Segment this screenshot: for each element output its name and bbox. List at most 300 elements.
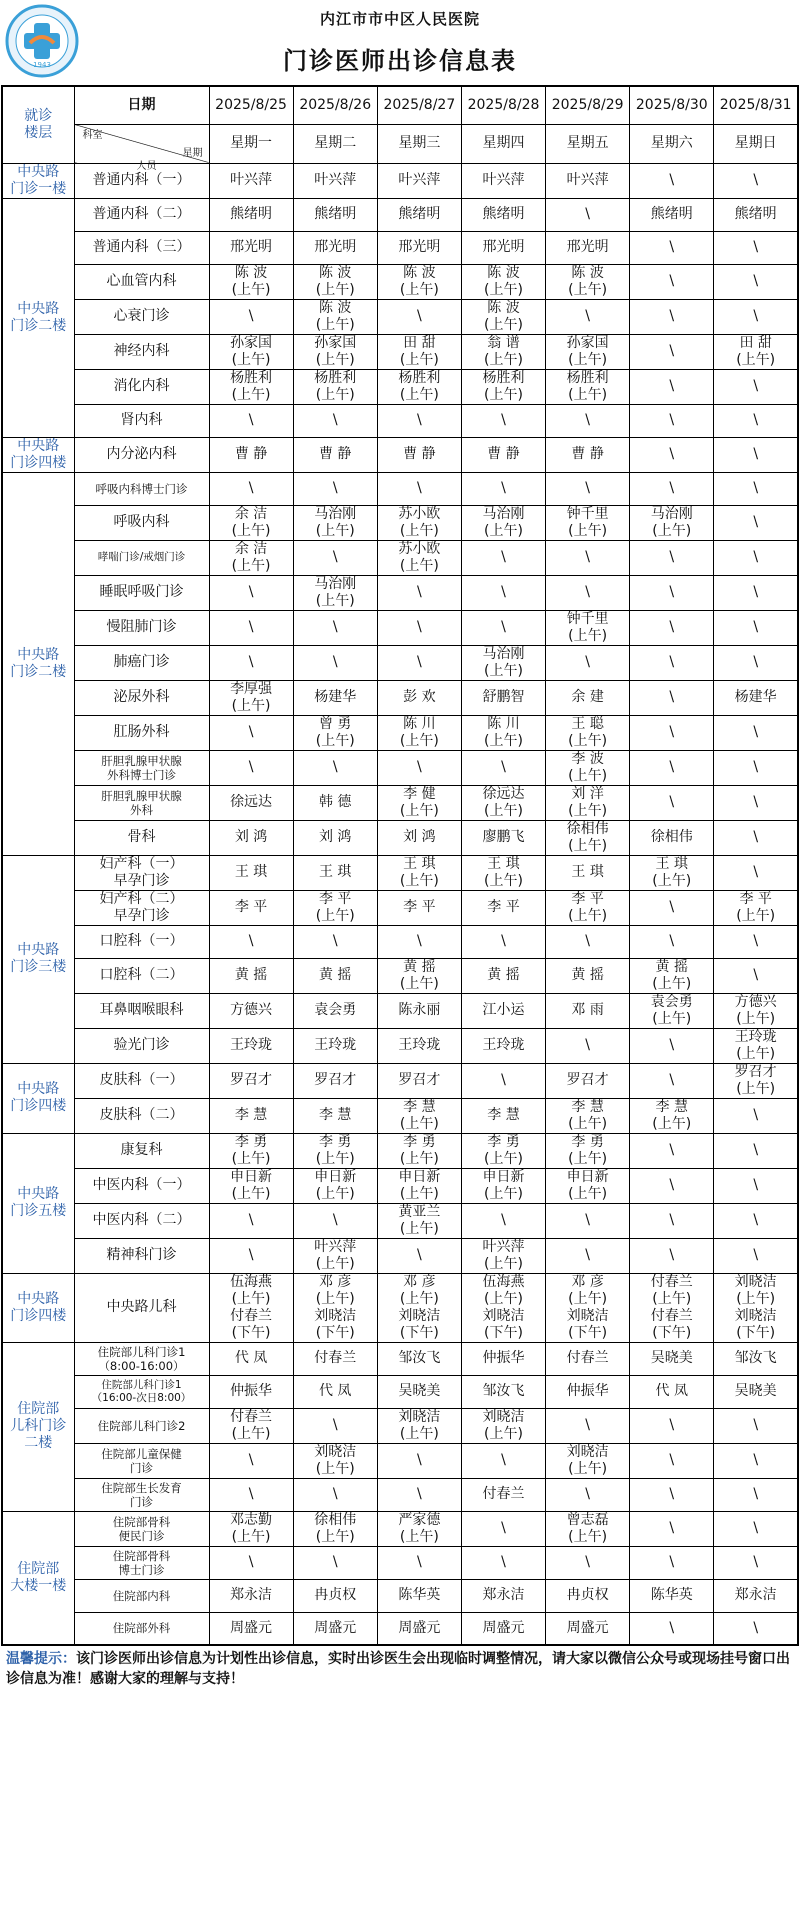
schedule-line: 付春兰 [650, 1307, 693, 1324]
schedule-value [630, 994, 713, 1028]
schedule-line: (上午) [315, 281, 355, 298]
dept-line: 哮喘门诊/戒烟门诊 [97, 551, 186, 563]
schedule-cell [546, 1408, 630, 1443]
schedule-value: \ [248, 654, 254, 670]
schedule-value [210, 541, 293, 575]
schedule-value: \ [416, 584, 422, 600]
table-row [2, 750, 798, 785]
dept-line: 妇产科（二） [99, 890, 184, 907]
schedule-cell [546, 993, 630, 1028]
schedule-cell [209, 1133, 293, 1168]
schedule-value [294, 1239, 377, 1273]
schedule-cell [546, 505, 630, 540]
schedule-line: 刘晓洁 [566, 1443, 609, 1460]
schedule-value: \ [753, 1247, 759, 1263]
schedule-value [378, 506, 461, 540]
schedule-cell [209, 1579, 293, 1612]
schedule-value: 曹 静 [571, 446, 604, 462]
schedule-cell [630, 1612, 714, 1645]
schedule-line: (上午) [736, 1290, 776, 1307]
schedule-line: (上午) [484, 1425, 523, 1442]
schedule-line: 刘晓洁 [314, 1443, 357, 1460]
dept-cell [74, 1408, 209, 1443]
schedule-cell [546, 750, 630, 785]
schedule-value: \ [753, 654, 759, 670]
schedule-cell [461, 369, 545, 404]
schedule-value [378, 1409, 461, 1443]
schedule-cell [377, 890, 461, 925]
schedule-cell [461, 890, 545, 925]
schedule-cell [209, 1612, 293, 1645]
schedule-cell [461, 1168, 545, 1203]
dept-line: 普通内科（一） [92, 172, 191, 188]
dept-cell [74, 1203, 209, 1238]
dept-line: 肛肠外科 [113, 724, 170, 740]
schedule-value: 曹 静 [487, 446, 520, 462]
schedule-value: \ [332, 549, 338, 565]
dept-cell [74, 1028, 209, 1063]
schedule-value: 陈华英 [398, 1587, 441, 1603]
schedule-line: 李 勇 [487, 1133, 520, 1150]
schedule-cell [546, 1612, 630, 1645]
schedule-value: 邢光明 [314, 239, 357, 255]
schedule-value: 吴晓美 [398, 1383, 441, 1399]
schedule-cell [461, 610, 545, 645]
schedule-value: 邢光明 [566, 239, 609, 255]
schedule-value: 李 慧 [318, 1107, 352, 1123]
schedule-cell [209, 1478, 293, 1511]
schedule-line: 刘晓洁 [566, 1307, 609, 1324]
schedule-cell [377, 715, 461, 750]
schedule-cell [546, 1443, 630, 1478]
dept-cell [74, 1063, 209, 1098]
schedule-value: 熊绪明 [482, 206, 525, 222]
schedule-value: \ [669, 619, 675, 635]
dept-line: 精神科门诊 [106, 1247, 177, 1263]
dept-line: 住院部儿科门诊1 [101, 1378, 182, 1391]
schedule-value: \ [585, 1212, 590, 1228]
table-row [2, 1579, 798, 1612]
floor-line: 门诊五楼 [10, 1203, 67, 1219]
schedule-cell [461, 855, 545, 890]
schedule-value: \ [332, 1212, 338, 1228]
dept-line: 外科 [130, 802, 153, 817]
schedule-value: \ [332, 1486, 338, 1502]
schedule-value: 仲振华 [482, 1350, 525, 1366]
schedule-line: 李 平 [739, 890, 772, 907]
schedule-value: 邹汝飞 [734, 1350, 777, 1366]
schedule-value [714, 891, 797, 925]
schedule-cell [377, 855, 461, 890]
schedule-value: \ [753, 1177, 759, 1193]
schedule-line: (上午) [399, 1290, 439, 1307]
schedule-value: 彭 欢 [403, 689, 436, 705]
schedule-cell [714, 1408, 798, 1443]
schedule-value: \ [669, 654, 675, 670]
schedule-value: \ [753, 239, 759, 255]
schedule-value: 邹汝飞 [482, 1383, 525, 1399]
schedule-cell [293, 231, 377, 264]
floor-line: 门诊三楼 [10, 959, 67, 975]
schedule-value [210, 265, 293, 299]
schedule-value: \ [248, 412, 254, 428]
dept-line: 中央路儿科 [106, 1299, 177, 1315]
schedule-cell [546, 264, 630, 299]
schedule-value [546, 1169, 629, 1203]
schedule-line: 杨胜利 [566, 369, 609, 386]
schedule-line: (上午) [399, 1220, 439, 1237]
dept-cell [74, 1443, 209, 1478]
schedule-cell [293, 299, 377, 334]
schedule-cell [714, 1098, 798, 1133]
schedule-cell [630, 299, 714, 334]
schedule-value: \ [669, 724, 675, 740]
dept-line: 验光门诊 [113, 1037, 170, 1053]
schedule-value: \ [669, 794, 675, 810]
schedule-value: 刘 鸿 [318, 829, 352, 845]
schedule-line: (下午) [736, 1324, 776, 1341]
date-0: 2025/8/25 [209, 86, 293, 124]
schedule-value: \ [501, 584, 506, 600]
schedule-value: 徐远达 [230, 794, 273, 810]
schedule-cell [377, 1478, 461, 1511]
schedule-line: (上午) [399, 872, 439, 889]
schedule-cell [293, 1443, 377, 1478]
schedule-value [378, 786, 461, 820]
schedule-line: (上午) [399, 386, 439, 403]
schedule-value: \ [753, 378, 759, 394]
schedule-value: 叶兴萍 [230, 172, 273, 188]
schedule-cell [293, 437, 377, 472]
schedule-value [546, 370, 629, 404]
dept-line: 早孕门诊 [113, 872, 170, 889]
schedule-value: 李 慧 [487, 1107, 520, 1123]
schedule-value: \ [753, 864, 759, 880]
diagonal-header [74, 124, 209, 172]
schedule-value: 曹 静 [234, 446, 268, 462]
schedule-value: 杨建华 [734, 689, 777, 705]
weekday-1: 星期二 [293, 124, 377, 163]
schedule-value [378, 1274, 461, 1342]
schedule-cell [546, 785, 630, 820]
schedule-cell [461, 299, 545, 334]
table-row [2, 680, 798, 715]
schedule-line: (上午) [652, 872, 692, 889]
schedule-cell [461, 1273, 545, 1342]
schedule-line: (上午) [315, 522, 355, 539]
schedule-line: 苏小欧 [398, 540, 441, 557]
dept-line: 住院部儿科门诊2 [97, 1418, 186, 1433]
schedule-value [546, 751, 629, 785]
schedule-value: \ [248, 308, 254, 324]
schedule-cell [377, 231, 461, 264]
dept-cell [74, 1098, 209, 1133]
schedule-cell [714, 540, 798, 575]
schedule-cell [714, 1511, 798, 1546]
floor-cell [2, 1133, 74, 1273]
schedule-cell [293, 925, 377, 958]
weekday-2: 星期三 [377, 124, 461, 163]
schedule-line: 李 勇 [403, 1133, 436, 1150]
schedule-cell [630, 404, 714, 437]
schedule-value: \ [669, 343, 675, 359]
schedule-cell [546, 1546, 630, 1579]
schedule-value: \ [669, 1177, 675, 1193]
schedule-value [378, 541, 461, 575]
schedule-cell [714, 1612, 798, 1645]
schedule-value: \ [753, 1452, 759, 1468]
schedule-value: \ [669, 933, 675, 949]
schedule-line: 黄亚兰 [398, 1203, 441, 1220]
schedule-cell [630, 575, 714, 610]
schedule-cell [630, 1238, 714, 1273]
schedule-cell [209, 334, 293, 369]
schedule-cell [630, 1203, 714, 1238]
schedule-value: \ [753, 412, 759, 428]
schedule-cell [630, 645, 714, 680]
schedule-line: 徐远达 [482, 785, 525, 802]
schedule-line: 马治刚 [482, 505, 525, 522]
schedule-value: \ [501, 1452, 506, 1468]
schedule-value: \ [669, 1212, 675, 1228]
schedule-cell [630, 231, 714, 264]
schedule-value: 付春兰 [482, 1486, 525, 1502]
schedule-line: 王 琪 [655, 855, 688, 872]
schedule-cell [461, 1478, 545, 1511]
schedule-cell [293, 1028, 377, 1063]
schedule-line: 付春兰 [230, 1307, 273, 1324]
dept-line: 住院部骨科 [112, 1548, 171, 1563]
schedule-line: 李 勇 [318, 1133, 352, 1150]
schedule-line: 孙家国 [314, 334, 357, 351]
schedule-cell [209, 645, 293, 680]
schedule-value [294, 1169, 377, 1203]
schedule-value: 吴晓美 [650, 1350, 693, 1366]
dept-line: 中医内科（二） [92, 1212, 191, 1228]
schedule-line: (上午) [399, 1150, 439, 1167]
schedule-cell [714, 1063, 798, 1098]
schedule-line: (上午) [231, 522, 271, 539]
schedule-value: \ [501, 1520, 506, 1536]
schedule-cell [630, 472, 714, 505]
page-title: 门诊医师出诊信息表 [283, 47, 517, 75]
schedule-cell [546, 1579, 630, 1612]
schedule-cell [209, 890, 293, 925]
schedule-value [462, 265, 545, 299]
table-row [2, 993, 798, 1028]
weekday-4: 星期五 [546, 124, 630, 163]
schedule-value: \ [332, 1554, 338, 1570]
schedule-cell [714, 925, 798, 958]
schedule-value [462, 1169, 545, 1203]
schedule-cell [630, 890, 714, 925]
date-4: 2025/8/29 [546, 86, 630, 124]
schedule-value: \ [753, 1520, 759, 1536]
schedule-line: 邓 彦 [571, 1273, 604, 1290]
dept-line: 住院部内科 [112, 1588, 171, 1603]
schedule-cell [546, 1098, 630, 1133]
schedule-cell [714, 472, 798, 505]
schedule-cell [377, 1612, 461, 1645]
staff-label: 人员 [136, 160, 157, 172]
schedule-value: \ [332, 759, 338, 775]
schedule-line: (上午) [231, 1290, 271, 1307]
table-row [2, 785, 798, 820]
schedule-line: (下午) [315, 1324, 355, 1341]
schedule-value: \ [248, 1486, 254, 1502]
schedule-line: (上午) [736, 907, 776, 924]
schedule-line: (上午) [315, 351, 355, 368]
dept-cell [74, 1133, 209, 1168]
schedule-cell [209, 163, 293, 198]
floor-line: 儿科门诊 [10, 1418, 67, 1434]
schedule-value: \ [669, 759, 675, 775]
schedule-cell [461, 1133, 545, 1168]
schedule-line: 邓 彦 [318, 1273, 352, 1290]
floor-line: 二楼 [24, 1435, 53, 1451]
schedule-line: 李 健 [403, 785, 436, 802]
schedule-value [462, 1274, 545, 1342]
schedule-cell [293, 820, 377, 855]
schedule-cell [546, 369, 630, 404]
dept-cell [74, 1342, 209, 1375]
schedule-cell [293, 1133, 377, 1168]
schedule-value: 王玲珑 [398, 1037, 441, 1053]
schedule-cell [377, 645, 461, 680]
schedule-line: 袁会勇 [650, 993, 693, 1010]
schedule-line: 申日新 [482, 1168, 525, 1185]
schedule-cell [377, 993, 461, 1028]
schedule-cell [630, 334, 714, 369]
table-row [2, 1098, 798, 1133]
schedule-value: \ [501, 480, 506, 496]
schedule-cell [461, 198, 545, 231]
schedule-value: 邹汝飞 [398, 1350, 441, 1366]
dept-cell [74, 993, 209, 1028]
schedule-value: \ [669, 412, 675, 428]
schedule-cell [461, 750, 545, 785]
schedule-line: 陈 川 [403, 715, 436, 732]
schedule-value: 陈永丽 [398, 1002, 441, 1018]
schedule-value: \ [501, 549, 506, 565]
schedule-value [546, 265, 629, 299]
schedule-value: 周盛元 [398, 1619, 441, 1636]
schedule-value: \ [669, 172, 675, 188]
schedule-cell [714, 404, 798, 437]
schedule-value [378, 1099, 461, 1133]
schedule-value [378, 716, 461, 750]
schedule-value [462, 716, 545, 750]
schedule-cell [714, 890, 798, 925]
schedule-value: \ [669, 584, 675, 600]
schedule-value [294, 1274, 377, 1342]
floor-line: 门诊二楼 [10, 317, 67, 334]
schedule-cell [630, 505, 714, 540]
schedule-cell [293, 993, 377, 1028]
schedule-value [462, 1134, 545, 1168]
schedule-cell [630, 1408, 714, 1443]
dept-cell [74, 645, 209, 680]
schedule-value [462, 786, 545, 820]
schedule-value: 江小运 [482, 1002, 525, 1018]
schedule-cell [714, 1443, 798, 1478]
schedule-value: 周盛元 [482, 1619, 525, 1636]
floor-line: 门诊二楼 [10, 663, 67, 680]
schedule-value [378, 1204, 461, 1238]
schedule-value [714, 1274, 797, 1342]
schedule-value: \ [753, 584, 759, 600]
schedule-value [294, 1444, 377, 1478]
dept-label: 科室 [82, 129, 103, 141]
schedule-line: 李 慧 [403, 1098, 436, 1115]
table-row [2, 1342, 798, 1375]
schedule-cell [461, 575, 545, 610]
schedule-value: \ [416, 308, 422, 324]
schedule-value: 熊绪明 [650, 206, 693, 222]
schedule-line: 邓 彦 [403, 1273, 436, 1290]
schedule-value: \ [416, 654, 422, 670]
schedule-cell [546, 715, 630, 750]
schedule-cell [293, 1478, 377, 1511]
schedule-cell [209, 1063, 293, 1098]
schedule-cell [630, 1063, 714, 1098]
floor-header-label: 就诊楼层 [24, 107, 53, 141]
table-row [2, 1443, 798, 1478]
table-row [2, 472, 798, 505]
schedule-value: 冉贞权 [314, 1587, 357, 1603]
schedule-value [546, 1274, 629, 1342]
schedule-cell [377, 680, 461, 715]
schedule-line: 曾 勇 [318, 715, 352, 732]
schedule-cell [630, 750, 714, 785]
schedule-cell [714, 993, 798, 1028]
dept-cell [74, 750, 209, 785]
dept-cell [74, 472, 209, 505]
table-row [2, 610, 798, 645]
floor-line: 门诊四楼 [10, 454, 67, 471]
schedule-line: 陈 川 [487, 715, 520, 732]
schedule-line: (上午) [231, 1185, 271, 1202]
schedule-cell [461, 785, 545, 820]
schedule-table [1, 85, 799, 1646]
schedule-value [294, 370, 377, 404]
schedule-line: 李 慧 [571, 1098, 604, 1115]
dept-cell [74, 1579, 209, 1612]
schedule-value [294, 335, 377, 369]
schedule-value: \ [753, 794, 759, 810]
schedule-line: (上午) [568, 281, 608, 298]
schedule-value: \ [416, 759, 422, 775]
dept-line: 住院部儿童保健 [101, 1446, 182, 1461]
schedule-line: (上午) [736, 1080, 776, 1097]
schedule-value [630, 1274, 713, 1342]
dept-line: 早孕门诊 [113, 907, 170, 924]
schedule-line: (上午) [315, 386, 355, 403]
weekday-label: 星期 [182, 147, 203, 159]
schedule-cell [293, 1579, 377, 1612]
schedule-value: \ [501, 759, 506, 775]
schedule-value: \ [669, 1486, 675, 1502]
schedule-cell [209, 750, 293, 785]
schedule-line: 苏小欧 [398, 505, 441, 522]
schedule-cell [209, 264, 293, 299]
schedule-cell [377, 820, 461, 855]
schedule-cell [377, 1375, 461, 1408]
dept-cell [74, 334, 209, 369]
schedule-cell [293, 958, 377, 993]
schedule-value: 罗召才 [314, 1072, 357, 1088]
schedule-cell [209, 1273, 293, 1342]
